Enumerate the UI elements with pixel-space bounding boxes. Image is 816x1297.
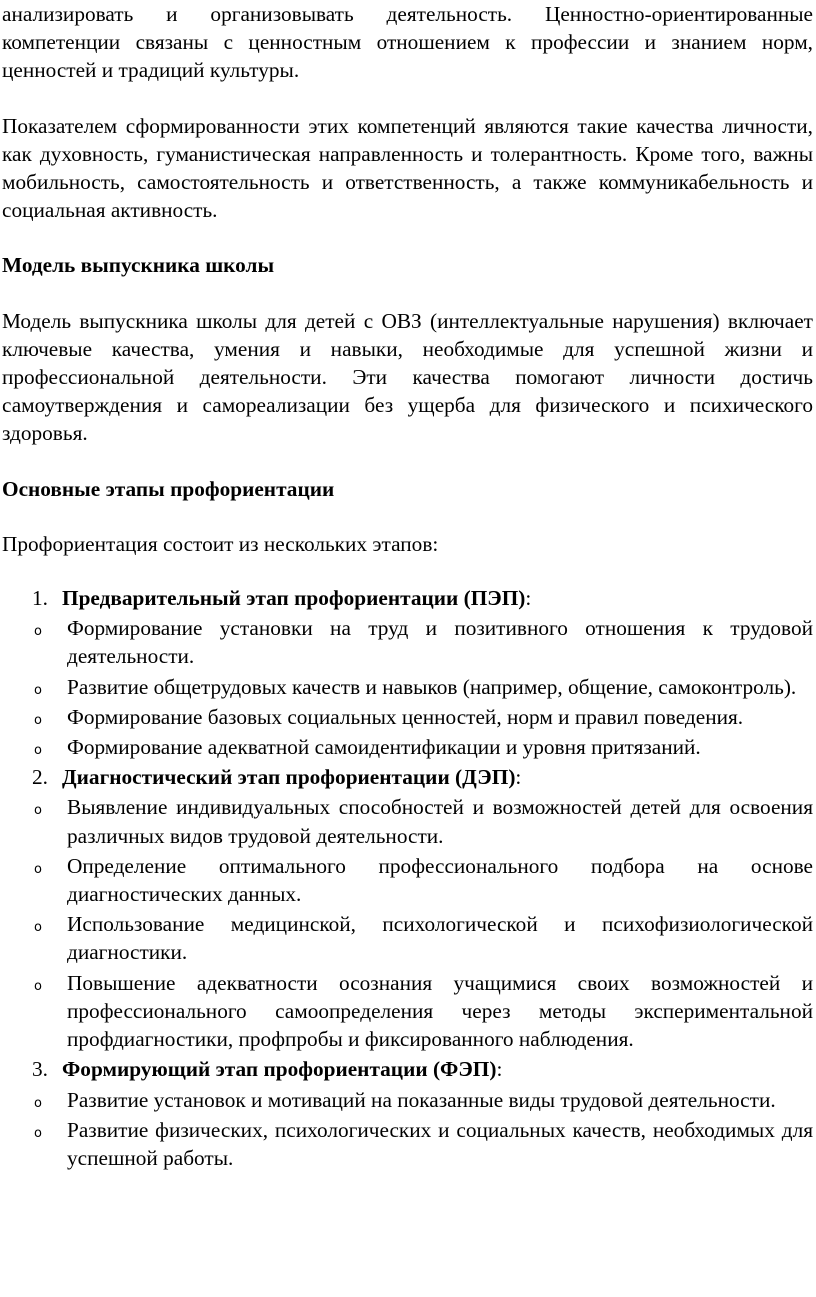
list-item-text: Выявление индивидуальных способностей и возможностей детей для освоения различных видов трудовой деятельности. bbox=[67, 795, 813, 848]
stage-colon: : bbox=[515, 765, 522, 790]
bullet-icon: o bbox=[34, 743, 42, 759]
list-item-text: Развитие общетрудовых качеств и навыков (например, общение, самоконтроль). bbox=[67, 674, 797, 699]
stage-title: Предварительный этап профориентации (ПЭП) bbox=[62, 586, 526, 611]
intro-paragraph-2: Показателем сформированности этих компетенций являются такие качества личности, как духовность, гуманистическая направленность и толерантность. Кроме того, важны мобильность, самостоятельность и ответственность, а также коммуникабельность и социальная активность. bbox=[2, 113, 813, 223]
spacer bbox=[2, 503, 813, 530]
list-item bbox=[2, 614, 813, 670]
list-item bbox=[2, 910, 813, 966]
stage-number: 1. bbox=[32, 586, 48, 611]
spacer bbox=[2, 448, 813, 475]
graduate-model-paragraph: Модель выпускника школы для детей с ОВЗ (интеллектуальные нарушения) включает ключевые качества, умения и навыки, необходимые для успешной жизни и профессиональной деятельности. Эти качества помогают личности достичь самоутверждения и самореализации без ущерба для физического и психического здоровья. bbox=[2, 308, 813, 446]
list-item bbox=[2, 673, 813, 701]
spacer bbox=[2, 280, 813, 307]
spacer bbox=[2, 85, 813, 112]
bullet-icon: o bbox=[34, 861, 42, 877]
bullet-icon: o bbox=[34, 803, 42, 819]
list-item bbox=[2, 969, 813, 1054]
list-item-text: Использование медицинской, психологической и психофизиологической диагностики. bbox=[67, 912, 813, 965]
spacer bbox=[2, 224, 813, 251]
stage-number: 2. bbox=[32, 765, 48, 790]
bullet-icon: o bbox=[34, 712, 42, 728]
list-item bbox=[2, 1116, 813, 1172]
bullet-icon: o bbox=[34, 1125, 42, 1141]
list-item bbox=[2, 1086, 813, 1114]
stage-sublist bbox=[2, 1086, 813, 1173]
list-item-text: Определение оптимального профессионального подбора на основе диагностических данных. bbox=[67, 853, 813, 907]
bullet-icon: o bbox=[34, 978, 42, 994]
list-item-text: Формирование адекватной самоидентификации и уровня притязаний. bbox=[67, 735, 701, 760]
intro-paragraph-1: анализировать и организовывать деятельность. Ценностно-ориентированные компетенции связаны с ценностным отношением к профессии и знанием норм, ценностей и традиций культуры. bbox=[2, 2, 813, 83]
stage-number: 3. bbox=[32, 1057, 48, 1082]
stage-sublist bbox=[2, 614, 813, 761]
bullet-icon: o bbox=[34, 682, 42, 698]
list-item-text: Формирование установки на труд и позитивного отношения к трудовой деятельности. bbox=[67, 616, 813, 669]
list-item bbox=[2, 793, 813, 849]
stage-item bbox=[2, 763, 813, 1053]
stage-colon: : bbox=[496, 1057, 503, 1082]
stages-list bbox=[2, 584, 813, 1172]
bullet-icon: o bbox=[34, 1095, 42, 1111]
stage-sublist bbox=[2, 793, 813, 1053]
list-item bbox=[2, 703, 813, 731]
stages-heading: Основные этапы профориентации bbox=[2, 476, 335, 501]
graduate-model-heading: Модель выпускника школы bbox=[2, 253, 275, 278]
stage-colon: : bbox=[525, 586, 532, 611]
list-item-text: Развитие установок и мотиваций на показанные виды трудовой деятельности. bbox=[67, 1087, 776, 1112]
list-item-text: Развитие физических, психологических и социальных качеств, необходимых для успешной работы. bbox=[67, 1117, 813, 1170]
list-item-text: Формирование базовых социальных ценностей, норм и правил поведения. bbox=[67, 704, 744, 729]
stage-item bbox=[2, 1055, 813, 1172]
bullet-icon: o bbox=[34, 920, 42, 936]
spacer bbox=[2, 558, 813, 584]
bullet-icon: o bbox=[34, 624, 42, 640]
list-item bbox=[2, 733, 813, 761]
stages-intro: Профориентация состоит из нескольких этапов: bbox=[2, 531, 439, 556]
stage-item bbox=[2, 584, 813, 761]
list-item bbox=[2, 852, 813, 908]
stage-title: Диагностический этап профориентации (ДЭП) bbox=[62, 765, 516, 790]
stage-title: Формирующий этап профориентации (ФЭП) bbox=[62, 1057, 497, 1082]
list-item-text: Повышение адекватности осознания учащимися своих возможностей и профессионального самоопределения через методы экспериментальной профдиагностики, профпробы и фиксированного наблюдения. bbox=[67, 970, 813, 1052]
